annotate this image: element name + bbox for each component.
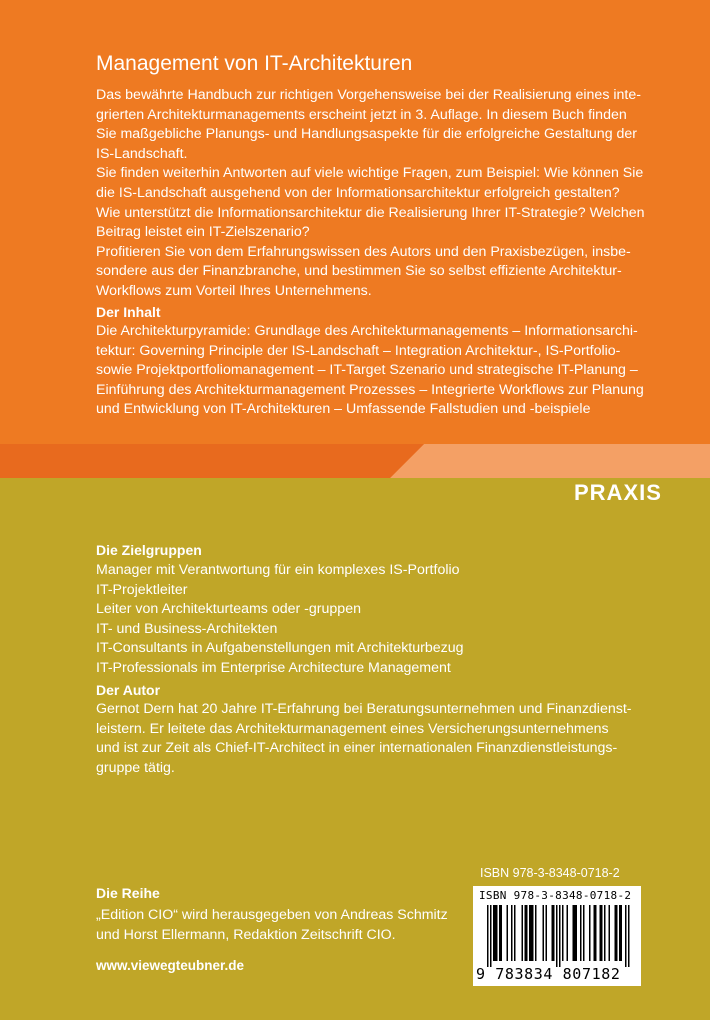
barcode-bar [499,905,501,961]
book-title: Management von IT-Architekturen [96,52,413,75]
barcode-bar [531,905,533,961]
zielgruppe-line: IT-Projektleiter [96,581,188,598]
intro-line: sondere aus der Finanzbranche, und bestimmen Sie so selbst effiziente Architektur- [96,263,622,280]
isbn-text: ISBN 978-3-8348-0718-2 [480,866,620,880]
barcode-bar [595,905,597,961]
zielgruppe-line: IT-Professionals im Enterprise Architecture Management [96,659,451,676]
barcode-bar [576,905,578,961]
reihe-line: „Edition CIO“ wird herausgegeben von Andreas Schmitz [96,907,448,923]
barcode-bar [496,905,498,961]
zielgruppe-line: IT- und Business-Architekten [96,620,278,637]
barcode-bar [625,905,627,967]
zielgruppen-heading: Die Zielgruppen [96,542,202,558]
autor-heading: Der Autor [96,682,161,698]
barcode-bar [628,905,630,967]
band-dark-wedge [0,444,424,478]
barcode-bar [580,905,582,961]
zielgruppe-line: Manager mit Verantwortung für ein komplexes IS-Portfolio [96,562,460,578]
autor-paragraph [96,700,632,778]
barcode-bar [495,905,497,961]
barcode-bar [511,905,513,961]
reihe-line: und Horst Ellermann, Redaktion Zeitschrift CIO. [96,926,396,943]
intro-paragraph [96,86,645,302]
autor-line: leistern. Er leitete das Architekturmanagement eines Versicherungsunternehmens [96,720,609,737]
zielgruppen-list [96,561,464,679]
inhalt-heading: Der Inhalt [96,304,161,320]
barcode-bar [532,905,534,961]
barcode-bar [604,905,606,961]
inhalt-line: tektur: Governing Principle der IS-Landschaft – Integration Architektur-, IS-Portfolio- [96,342,621,359]
barcode-isbn-line: ISBN 978-3-8348-0718-2 [479,889,632,902]
barcode-bar [490,905,492,967]
autor-line: gruppe tätig. [96,759,175,776]
barcode-bar [559,905,561,967]
inhalt-line: und Entwicklung von IT-Architekturen – Umfassende Fallstudien und -beispiele [96,401,591,418]
barcode-bar [543,905,545,961]
inhalt-line: sowie Projektportfoliomanagement – IT-Target Szenario und strategische IT-Planung – [96,362,638,379]
barcode-bar [616,905,618,961]
reihe-heading: Die Reihe [96,885,160,901]
intro-line: Sie finden weiterhin Antworten auf viele wichtige Fragen, zum Beispiel: Wie können Sie [96,165,644,182]
zielgruppe-line: IT-Consultants in Aufgabenstellungen mit Architekturbezug [96,640,464,657]
barcode-bar [621,905,623,961]
intro-line: IS-Landschaft. [96,145,188,162]
barcode-bar [487,905,489,967]
intro-line: grierten Architekturmanagements erscheint jetzt in 3. Auflage. In diesem Buch finden [96,106,627,123]
barcode-bar [583,905,585,961]
barcode-bar [567,905,569,961]
barcode [473,886,641,986]
inhalt-paragraph [96,322,644,420]
barcode-bar [493,905,495,961]
barcode-bar [609,905,611,961]
barcode-bar [535,905,537,961]
intro-line: Workflows zum Vorteil Ihres Unternehmens. [96,282,372,299]
barcode-bar [525,905,527,961]
intro-line: Sie maßgebliche Planungs- und Handlungsaspekte für die erfolgreiche Gestaltung der [96,126,638,143]
autor-line: und ist zur Zeit als Chief-IT-Architect in einer internationalen Finanzdienstleistungs- [96,740,618,757]
barcode-bar [601,905,603,961]
barcode-digits: 9 783834 807182 [476,965,621,983]
zielgruppe-line: Leiter von Architekturteams oder -gruppen [96,601,361,618]
intro-line: Wie unterstützt die Informationsarchitektur die Realisierung Ihrer IT-Strategie? Welchen [96,204,645,221]
barcode-bar [589,905,591,961]
barcode-bar [514,905,516,961]
barcode-bar [501,905,503,961]
intro-line: Das bewährte Handbuch zur richtigen Vorgehensweise bei der Realisierung eines inte- [96,87,641,103]
barcode-bar [574,905,576,961]
intro-line: Beitrag leistet ein IT-Zielszenario? [96,224,310,241]
barcode-bar [600,905,602,961]
intro-line: Profitieren Sie von dem Erfahrungswissen des Autors und den Praxisbezügen, insbe- [96,243,631,260]
barcode-bar [556,905,558,967]
reihe-paragraph [96,906,448,945]
barcode-bar [594,905,596,961]
barcode-bars [479,905,635,967]
accent-band [0,444,710,478]
barcode-bar [507,905,509,961]
barcode-bar [552,905,554,961]
barcode-bar [562,905,564,961]
intro-line: die IS-Landschaft ausgehend von der Informationsarchitektur erfolgreich gestalten? [96,184,620,201]
series-label: PRAXIS [574,480,662,505]
autor-line: Gernot Dern hat 20 Jahre IT-Erfahrung bei Beratungsunternehmen und Finanzdienst- [96,701,632,717]
barcode-bar [615,905,617,961]
inhalt-line: Die Architekturpyramide: Grundlage des Architekturmanagements – Informationsarchi- [96,323,638,339]
inhalt-line: Einführung des Architekturmanagement Prozesses – Integrierte Workflows zur Planung [96,381,644,398]
barcode-bar [553,905,555,961]
barcode-bar [619,905,621,961]
barcode-bar [546,905,548,961]
band-light-wedge [390,444,710,478]
barcode-bar [529,905,531,961]
barcode-bar [573,905,575,961]
barcode-bar [526,905,528,961]
publisher-url[interactable]: www.viewegteubner.de [96,958,245,973]
barcode-bar [522,905,524,961]
